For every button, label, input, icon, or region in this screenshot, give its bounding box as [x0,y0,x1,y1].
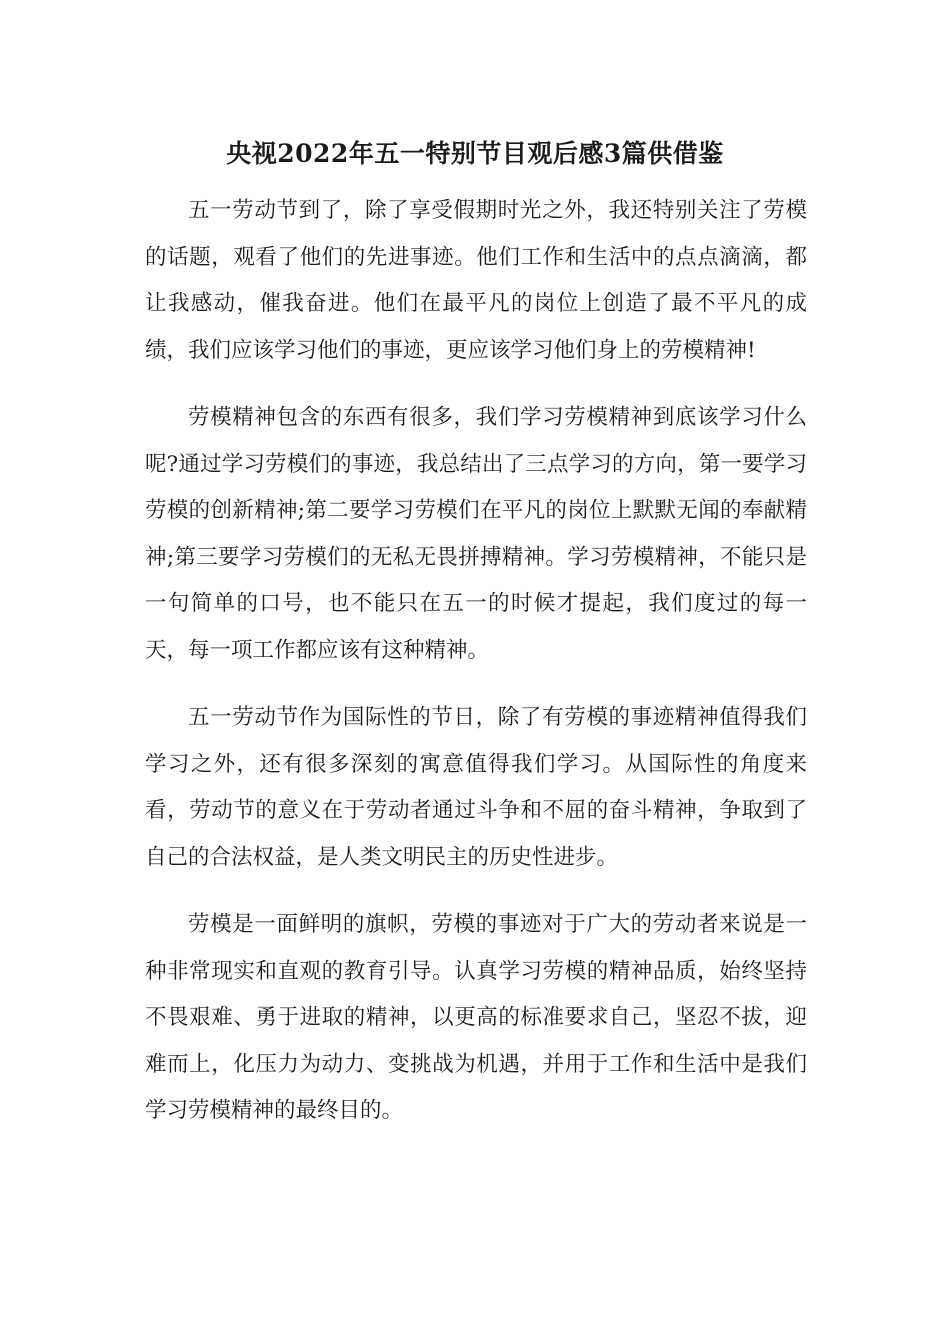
paragraph-4: 劳模是一面鲜明的旗帜，劳模的事迹对于广大的劳动者来说是一种非常现实和直观的教育引导。认真学习劳模的精神品质，始终坚持不畏艰难、勇于进取的精神，以更高的标准要求自己，坚忍不拔，迎难而上，化压力为动力、变挑战为机遇，并用于工作和生活中是我们学习劳模精神的最终目的。 [145,912,807,1123]
paragraph-2: 劳模精神包含的东西有很多，我们学习劳模精神到底该学习什么呢?通过学习劳模们的事迹，我总结出了三点学习的方向，第一要学习劳模的创新精神;第二要学习劳模们在平凡的岗位上默默无闻的奉献精神;第三要学习劳模们的无私无畏拼搏精神。学习劳模精神，不能只是一句简单的口号，也不能只在五一的时候才提起，我们度过的每一天，每一项工作都应该有这种精神。 [145,405,807,663]
paragraph-1: 五一劳动节到了，除了享受假期时光之外，我还特别关注了劳模的话题，观看了他们的先进事迹。他们工作和生活中的点点滴滴，都让我感动，催我奋进。他们在最平凡的岗位上创造了最不平凡的成绩，我们应该学习他们的事迹，更应该学习他们身上的劳模精神! [145,198,807,363]
document-title: 央视2022年五一特别节目观后感3篇供借鉴 [226,139,724,168]
paragraph-3: 五一劳动节作为国际性的节日，除了有劳模的事迹精神值得我们学习之外，还有很多深刻的寓意值得我们学习。从国际性的角度来看，劳动节的意义在于劳动者通过斗争和不屈的奋斗精神，争取到了自己的合法权益，是人类文明民主的历史性进步。 [145,705,807,870]
document-body [145,188,807,1156]
